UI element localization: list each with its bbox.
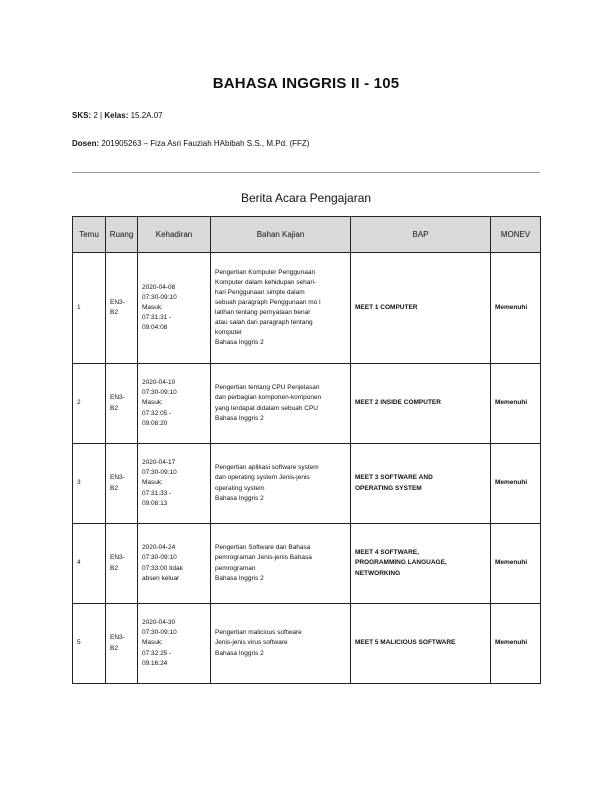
cell-bahan-kajian (211, 444, 351, 524)
cell-line: EN3- (110, 298, 125, 306)
table-row (73, 253, 541, 364)
kelas-value: 15.2A.07 (130, 111, 163, 120)
cell-line: Bahasa Inggris 2 (215, 649, 264, 657)
dosen-line (72, 139, 309, 148)
cell-kehadiran (138, 444, 211, 524)
cell-line: NETWORKING (355, 569, 401, 577)
cell-line: B2 (110, 309, 118, 316)
cell-line: komputer (215, 329, 243, 337)
cell-line: PROGRAMMING LANGUAGE, (355, 559, 447, 567)
cell-line: yang terdapat didalam sebuah CPU (215, 404, 318, 412)
table-row (73, 524, 541, 604)
cell-ruang (106, 364, 138, 444)
cell-line: 2020-04-08 (142, 283, 176, 291)
cell-line: pemrograman Jenis-jenis Bahasa (215, 554, 312, 562)
cell-line: B2 (110, 644, 118, 652)
cell-line: OPERATING SYSTEM (355, 484, 422, 492)
cell-line: Bahasa Inggris 2 (215, 494, 264, 502)
cell-bap (351, 444, 491, 524)
cell-line: MEET 4 SOFTWARE, (355, 549, 419, 557)
cell-line: Masuk: (142, 479, 163, 487)
cell-line: Jenis-jenis virus software (215, 639, 288, 647)
cell-line: absen keluar (142, 574, 180, 582)
cell-line: Bahasa Inggris 2 (215, 574, 264, 582)
header-kehadiran: Kehadiran (138, 217, 211, 253)
cell-monev: Memenuhi (491, 253, 541, 364)
cell-line: atau salah dari paragraph tentang (215, 319, 313, 327)
cell-line: 07:32:05 - (142, 409, 172, 417)
cell-line: 07:31:31 - (142, 314, 172, 322)
cell-line: 07:30-09:10 (142, 554, 177, 562)
cell-line: Pengertian Software dan Bahasa (215, 544, 311, 552)
cell-line: Pengertian malicious software (215, 629, 302, 637)
cell-line: 07:33:00 tidak (142, 564, 183, 572)
cell-ruang (106, 444, 138, 524)
section-title: Berita Acara Pengajaran (240, 191, 372, 205)
cell-line: 2020-04-30 (142, 619, 176, 627)
cell-monev: Memenuhi (491, 364, 541, 444)
divider (72, 172, 540, 173)
cell-line: sebuah paragraph Penggunaan mo l (215, 298, 321, 306)
cell-line: 07:31:33 - (142, 489, 172, 497)
cell-line: Masuk: (142, 399, 163, 407)
cell-line: 09:04:08 (142, 324, 168, 332)
cell-line: 07:30-09:10 (142, 389, 177, 397)
header-bap: BAP (351, 217, 491, 253)
cell-line: hari Penggunaan simple dalam (215, 288, 305, 296)
cell-line: B2 (110, 564, 118, 572)
cell-line: MEET 1 COMPUTER (355, 303, 418, 311)
cell-line: EN3- (110, 554, 125, 562)
cell-bap (351, 604, 491, 684)
cell-bap (351, 364, 491, 444)
cell-line: B2 (110, 404, 118, 412)
cell-line: EN3- (110, 394, 125, 402)
cell-ruang (106, 253, 138, 364)
cell-line: B2 (110, 484, 118, 492)
cell-bahan-kajian (211, 604, 351, 684)
page-title: BAHASA INGGRIS II - 105 (212, 75, 400, 92)
cell-monev: Memenuhi (491, 524, 541, 604)
cell-line: 07:32:25 - (142, 649, 172, 657)
header-monev: MONEV (491, 217, 541, 253)
cell-line: Masuk: (142, 639, 163, 647)
cell-bahan-kajian (211, 364, 351, 444)
cell-bap (351, 253, 491, 364)
cell-line: 09:16:24 (142, 659, 168, 667)
cell-line: 07:30-09:10 (142, 293, 177, 301)
header-bahan-kajian: Bahan Kajian (211, 217, 351, 253)
table-row (73, 444, 541, 524)
cell-line: EN3- (110, 474, 125, 482)
sks-value: 2 | (93, 111, 103, 120)
cell-line: Komputer dalam kehidupan sehari- (215, 278, 317, 286)
cell-line: pemrograman (215, 564, 256, 572)
cell-ruang (106, 524, 138, 604)
cell-kehadiran (138, 524, 211, 604)
cell-kehadiran (138, 253, 211, 364)
cell-ruang (106, 604, 138, 684)
cell-line: MEET 3 SOFTWARE AND (355, 474, 433, 482)
cell-line: Bahasa Inggris 2 (215, 414, 264, 422)
cell-kehadiran (138, 364, 211, 444)
cell-bahan-kajian (211, 524, 351, 604)
cell-line: MEET 2 INSIDE COMPUTER (355, 399, 441, 407)
dosen-label: Dosen: (72, 139, 100, 148)
cell-line: EN3- (110, 634, 125, 642)
cell-line: 2020-04-24 (142, 544, 176, 552)
sks-label: SKS: (72, 111, 92, 120)
table-row (73, 604, 541, 684)
cell-temu: 5 (73, 604, 106, 684)
cell-monev: Memenuhi (491, 604, 541, 684)
cell-line: operating system (215, 484, 265, 492)
cell-line: Masuk: (142, 303, 163, 311)
cell-line: 09:08:13 (142, 499, 168, 507)
cell-line: 09:08:20 (142, 419, 168, 427)
cell-bahan-kajian (211, 253, 351, 364)
cell-line: 07:30-09:10 (142, 629, 177, 637)
table-row (73, 364, 541, 444)
cell-bap (351, 524, 491, 604)
cell-temu: 4 (73, 524, 106, 604)
cell-line: Pengertian tentang CPU Penjelasan (215, 384, 320, 392)
cell-line: Pengertian Komputer Penggunaan (215, 268, 316, 276)
cell-line: latihan tentang pernyataan benar (215, 309, 311, 316)
cell-line: MEET 5 MALICIOUS SOFTWARE (355, 639, 456, 647)
cell-monev: Memenuhi (491, 444, 541, 524)
dosen-value: 201905263 – Fiza Asri Fauziah HAbibah S.S., M.Pd. (FFZ) (101, 139, 310, 148)
cell-line: Bahasa Inggris 2 (215, 339, 264, 347)
cell-temu: 3 (73, 444, 106, 524)
table-header-row (73, 217, 541, 253)
cell-line: 07:30-09:10 (142, 469, 177, 477)
cell-line: 2020-04-17 (142, 459, 176, 467)
cell-kehadiran (138, 604, 211, 684)
cell-line: dan operating system Jenis-jenis (215, 474, 310, 482)
sks-kelas-line (72, 111, 163, 120)
header-ruang: Ruang (106, 217, 138, 253)
header-temu: Temu (73, 217, 106, 253)
kelas-label: Kelas: (104, 111, 129, 120)
cell-line: Pengertian aplikasi software system (215, 464, 319, 472)
cell-line: 2020-04-10 (142, 379, 176, 387)
cell-line: dan perbagian komponen-komponen (215, 394, 322, 402)
cell-temu: 2 (73, 364, 106, 444)
cell-temu: 1 (73, 253, 106, 364)
bap-table (72, 216, 541, 684)
